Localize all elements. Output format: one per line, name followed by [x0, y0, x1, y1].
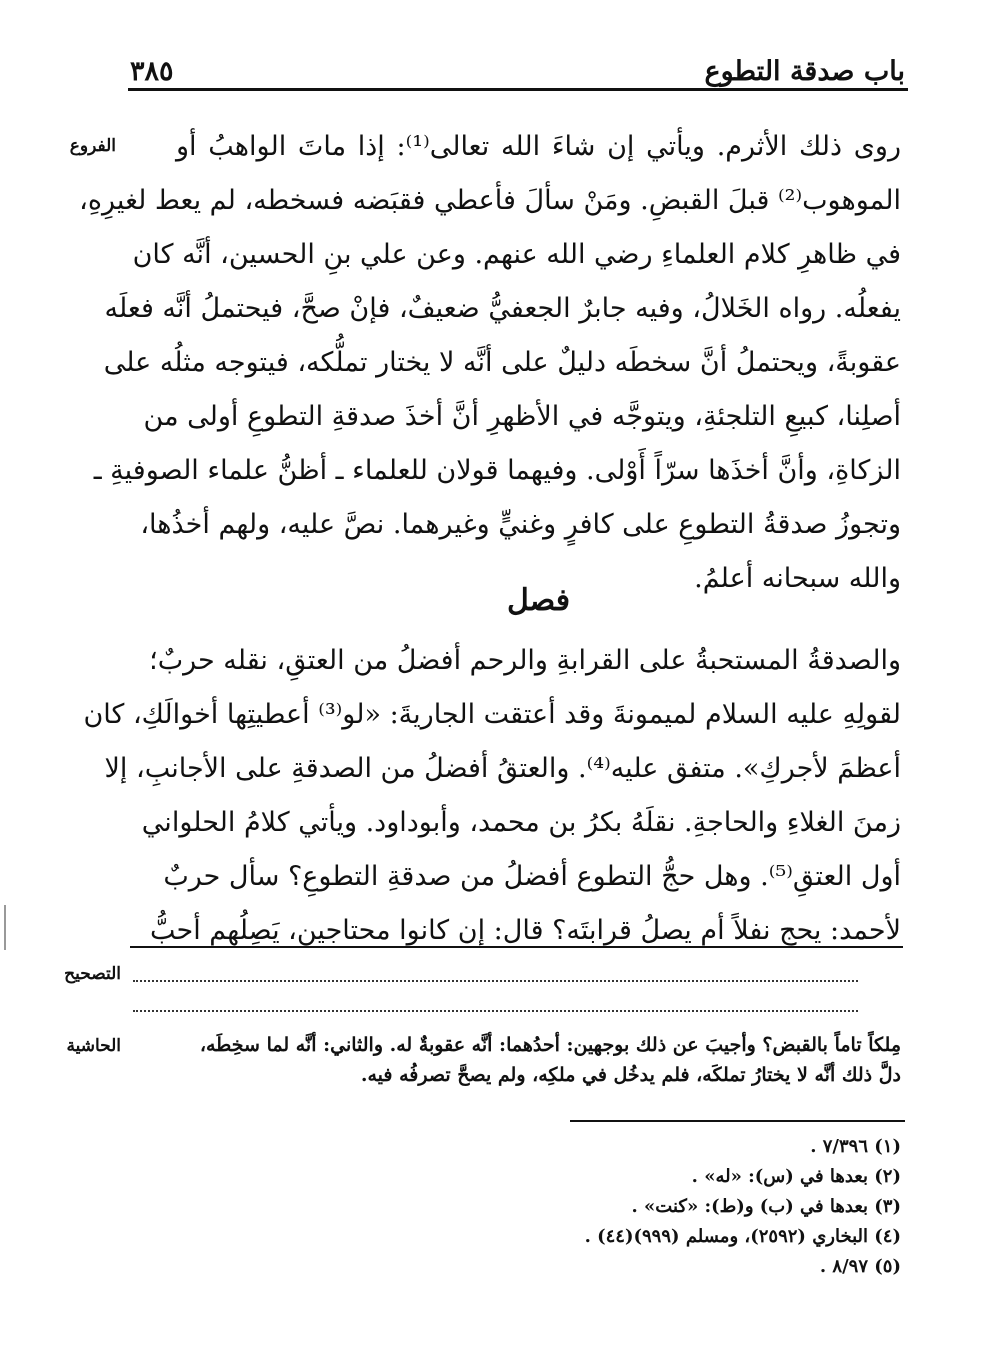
page-number: ٣٨٥: [130, 56, 174, 87]
tashih-dotted-line: [133, 980, 858, 982]
text-line: وتجوزُ صدقةُ التطوعِ على كافرٍ وغنيٍّ وغيرهما. نصَّ عليه، ولهم أخذُها،: [140, 509, 901, 540]
footnote: (١) ٧/٣٩٦ .: [810, 1136, 901, 1157]
text-divider: [130, 946, 903, 948]
footnote: (٣) بعدها في (ب) و(ط): «كنت» .: [631, 1196, 901, 1217]
hashiya-line: دلَّ ذلك أنَّه لا يختارُ تملكَه، فلم يدخُل في ملكِه، ولم يصحَّ تصرفُه فيه.: [360, 1064, 901, 1086]
footnote-rule: [570, 1120, 905, 1122]
text-line: الموهوب⁽²⁾ قبلَ القبضِ. ومَنْ سألَ فأعطي فقبَضه فسخطه، لم يعط لغيرِهِ،: [79, 185, 901, 216]
hashiya-line: مِلكاً تاماً بالقبض؟ وأجيبَ عن ذلك بوجهين: أحدُهما: أنَّه عقوبةٌ له. والثاني: أنَّه لما سخِطَه،: [199, 1034, 901, 1056]
tashih-dotted-line: [133, 1010, 858, 1012]
header-rule: [128, 88, 908, 91]
text-line: أول العتقِ⁽⁵⁾. وهل حجُّ التطوع أفضلُ من صدقةِ التطوعِ؟ سأل حربٌ: [163, 861, 901, 892]
text-line: لأحمد: يحج نفلاً أم يصلُ قرابتَه؟ قال: إن كانوا محتاجين، يَصِلُهم أحبُّ: [150, 915, 901, 946]
text-line: يفعلُه. رواه الخَلالُ، وفيه جابرٌ الجعفيُّ ضعيفٌ، فإنْ صحَّ، فيحتملُ أنَّه فعلَه: [104, 293, 901, 324]
chapter-title: باب صدقة التطوع: [704, 56, 905, 87]
text-line: زمنَ الغلاءِ والحاجةِ. نقلَهُ بكرُ بن محمد، وأبوداود. ويأتي كلامُ الحلواني: [141, 807, 901, 838]
margin-mark: [4, 905, 6, 950]
footnotes: [176, 1132, 901, 1282]
side-label-hashiya: الحاشية: [66, 1036, 121, 1056]
text-line: في ظاهرِ كلام العلماءِ رضي الله عنهم. وعن علي بنِ الحسين، أنَّه كان: [132, 239, 901, 270]
side-label-furu: الفروع: [69, 136, 116, 156]
text-line: والله سبحانه أعلمُ.: [694, 563, 901, 594]
paragraph-2: [83, 634, 901, 958]
text-line: أصلِنا، كبيعِ التلجئةِ، ويتوجَّه في الأظهرِ أنَّ أخذَ صدقةِ التطوعِ أولى من: [143, 401, 901, 432]
text-line: أعظمَ لأجركِ». متفق عليه⁽⁴⁾. والعتقُ أفضلُ من الصدقةِ على الأجانبِ، إلا: [104, 753, 901, 784]
hashiya-text: [176, 1030, 901, 1090]
footnote: (٢) بعدها في (س): «له» .: [691, 1166, 901, 1187]
text-line: روى ذلك الأثرم. ويأتي إن شاءَ الله تعالى⁽¹⁾: إذا ماتَ الواهبُ أو: [176, 131, 901, 162]
footnote: (٥) ٨/٩٧ .: [819, 1256, 901, 1277]
text-line: لقولِهِ عليه السلام لميمونةَ وقد أعتقت الجاريةَ: «لو⁽³⁾ أعطيتِها أخوالَكِ، كان: [83, 699, 901, 730]
side-label-tashih: التصحيح: [64, 964, 121, 984]
text-line: والصدقةُ المستحبةُ على القرابةِ والرحم أفضلُ من العتقِ، نقله حربٌ؛: [149, 645, 901, 676]
text-line: عقوبةً، ويحتملُ أنَّ سخطَه دليلٌ على أنَّه لا يختار تملُّكه، فيتوجه مثلُه على: [103, 347, 901, 378]
section-heading: فصل: [506, 583, 571, 618]
text-line: الزكاةِ، وأنَّ أخذَها سرّاً أَوْلى. وفيهما قولان للعلماء ـ أظنُّ علماء الصوفيةِ ـ: [93, 455, 901, 486]
footnote: (٤) البخاري (٢٥٩٢)، ومسلم (٩٩٩)(٤٤) .: [584, 1226, 901, 1247]
